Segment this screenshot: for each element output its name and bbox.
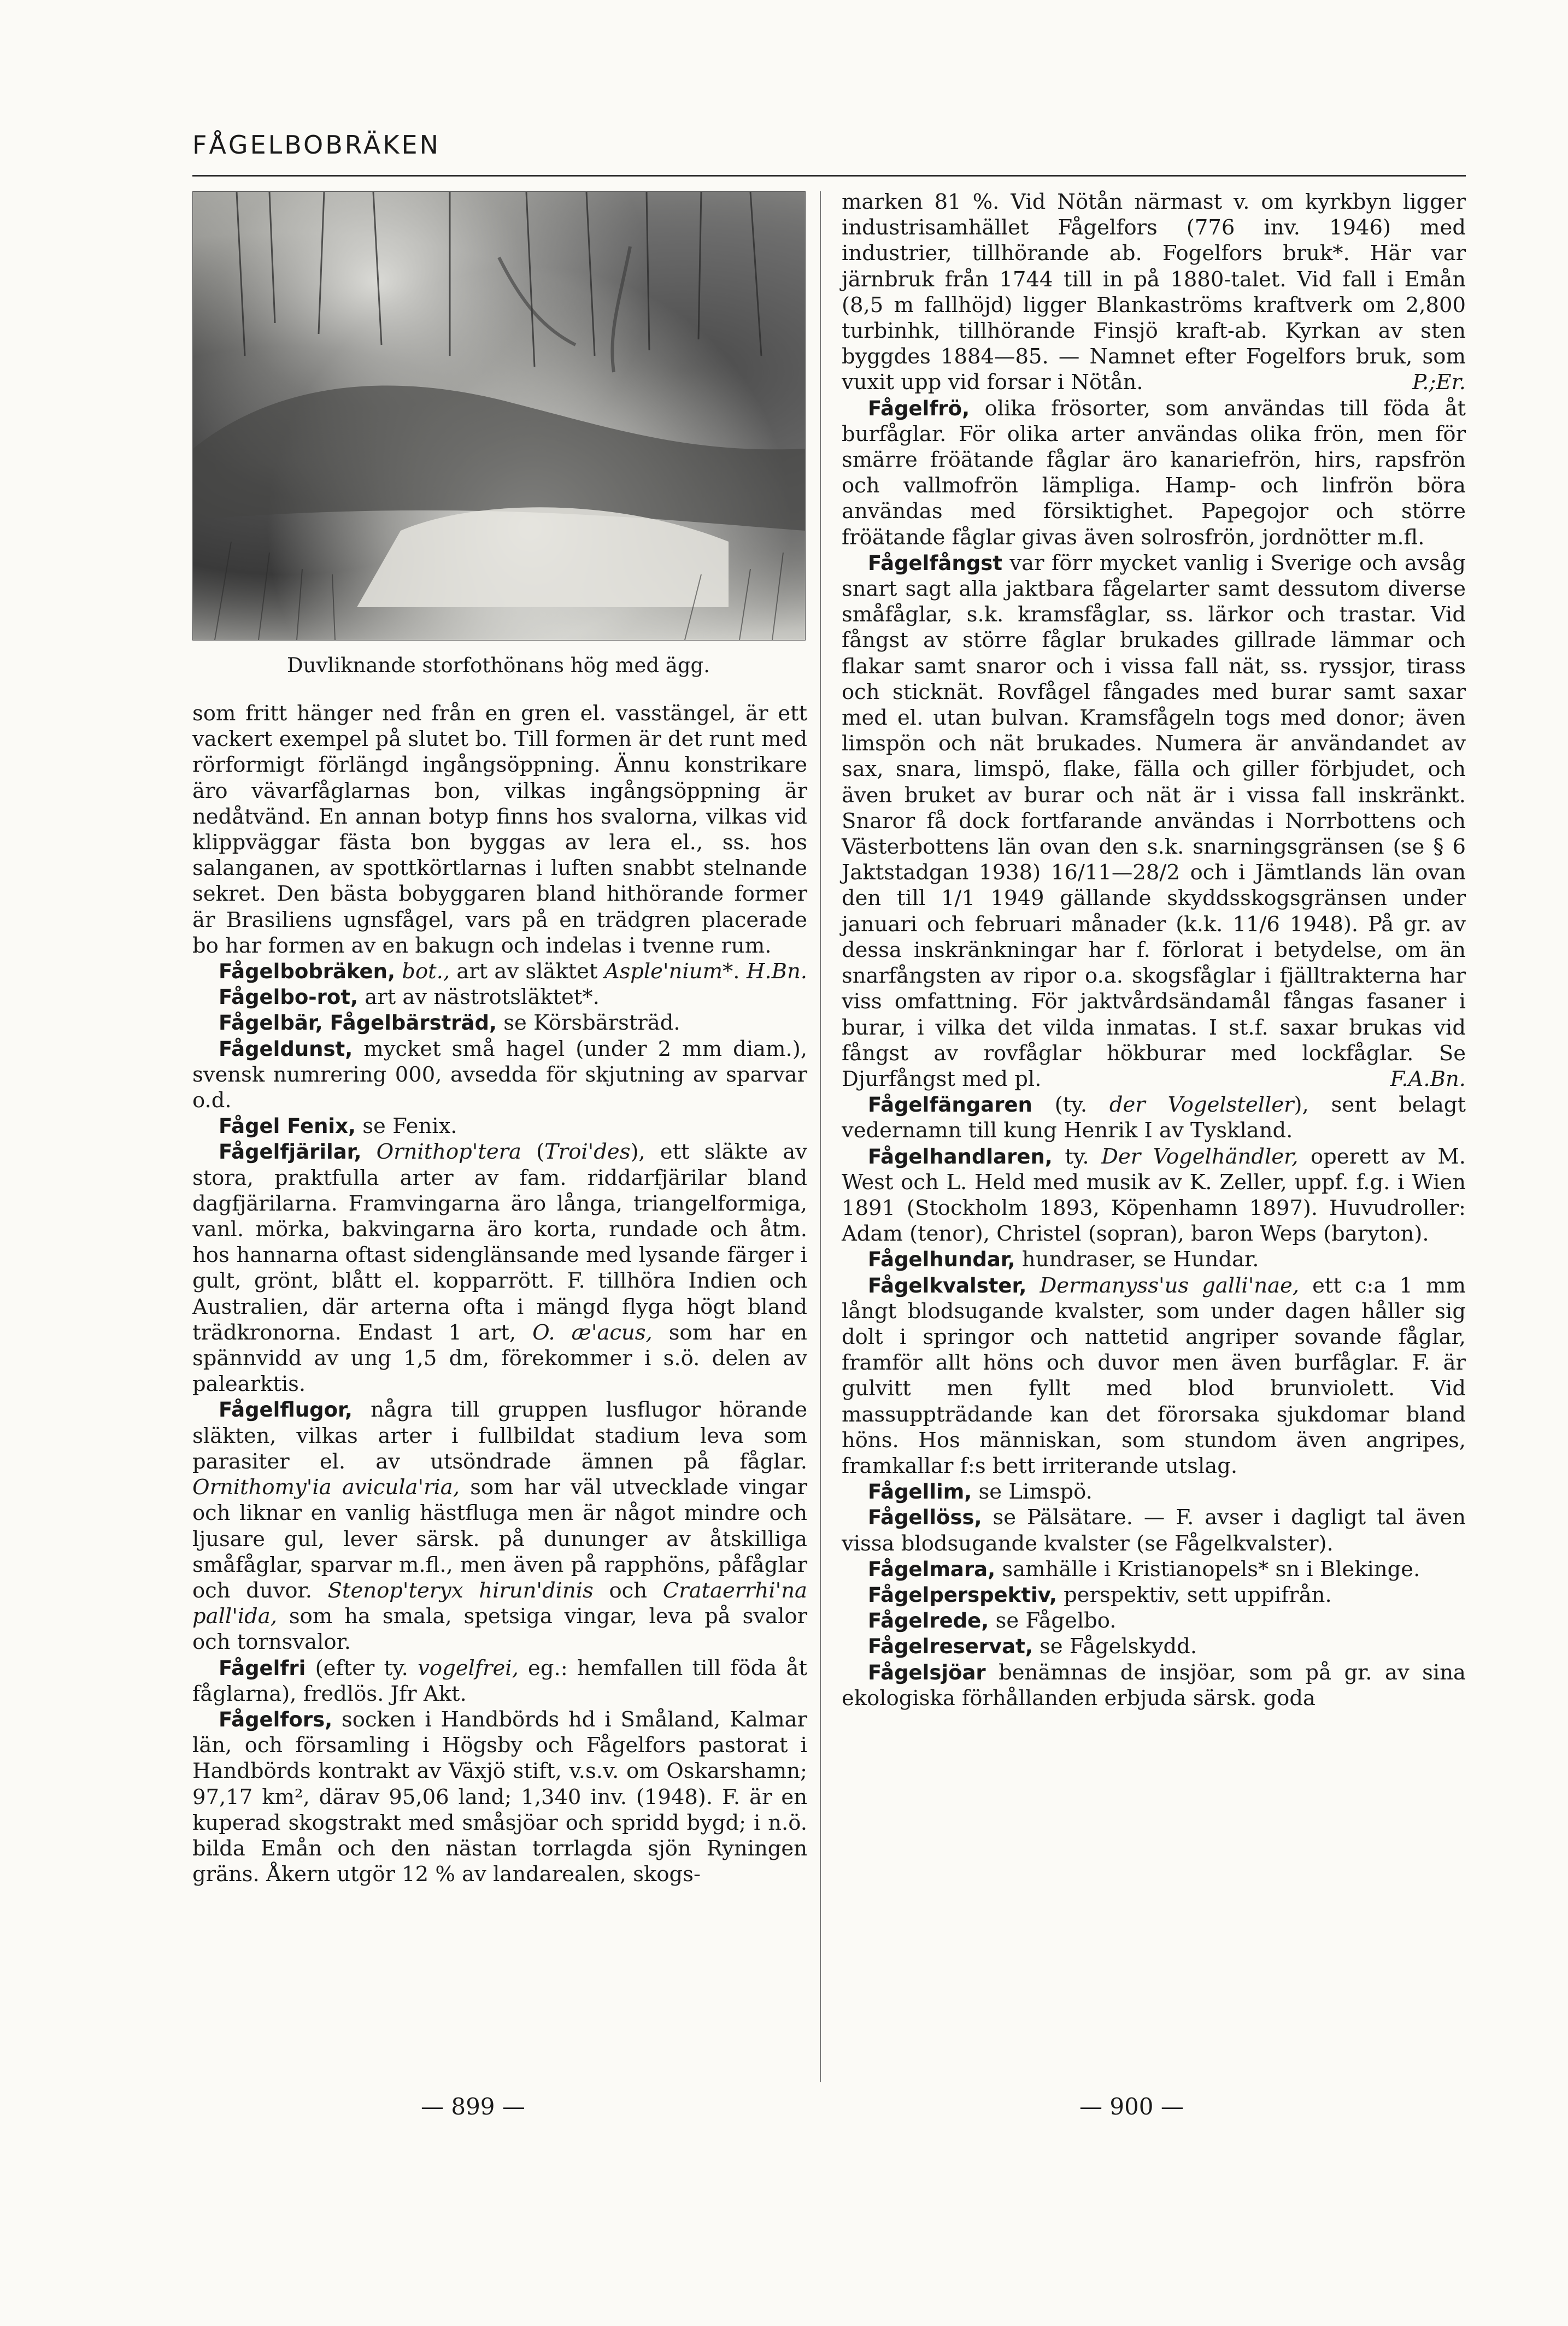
entry-fagelfro (842, 396, 1466, 550)
page-number-left: — 899 — (421, 2093, 525, 2120)
photo-caption: Duvliknande storfothönans hög med ägg. (287, 654, 710, 677)
entry-fagelflugor (192, 1397, 807, 1655)
author-signature: P.;Er. (1412, 370, 1466, 395)
entry-lemma: Fågel Fenix, (219, 1114, 356, 1138)
entry-text: operett av M. West och L. Held med musik av K. Zeller, uppf. f.g. i Wien 1891 (Stockholm 1893, Köpenhamn 1897). Huvudroller: Adam (tenor), Christel (sopran), baron Weps (baryton). (842, 1144, 1466, 1247)
entry-fagelhandlaren (842, 1144, 1466, 1247)
entry-text: se Fågelskydd. (1032, 1634, 1197, 1659)
entry-scientific-name: Stenop'teryx hirun'dinis (327, 1578, 594, 1603)
entry-text: ett c:a 1 mm långt blodsugande kvalster, som under dagen håller sig dolt i springor och nattetid angriper sovande fåglar, framför allt höns och duvor men även burfåglar. F. är gulvitt men fyllt med blod brunviolett. Vid massuppträdande kan det förorsaka sjukdomar bland höns. Hos människan, som stundom även angripes, framkallar f:s bett irriterande utslag. (842, 1273, 1466, 1478)
entry-fagelmara (842, 1556, 1466, 1582)
entry-text: ), ett släkte av stora, praktfulla arter av fam. riddarfjärilar bland dagfjärilarna. Framvingarna äro långa, triangelformiga, vanl. mörka, bakvingarna äro korta, rundade och åtm. hos hannarna oftast sidenglänsande med lysande färger i gult, grönt, blått el. kopparrött. F. tillhöra Indien och Australien, där arterna ofta i mängd flyga högt bland trädkronorna. Endast 1 art, (192, 1139, 808, 1345)
entry-text: se Fenix. (356, 1114, 457, 1139)
entry-lemma: Fågelbo-rot, (219, 985, 359, 1009)
entry-fagelfri (192, 1655, 807, 1707)
entry-scientific-name: Crataerrhi'na pall'ida, (192, 1578, 807, 1629)
entry-foreign-term: vogelfrei, (418, 1655, 519, 1681)
entry-lemma: Fågellöss, (868, 1506, 982, 1530)
entry-lemma: Fågelfjärilar, (219, 1140, 362, 1164)
author-signature: H.Bn. (746, 959, 807, 984)
entry-scientific-name: O. æ'acus, (532, 1320, 653, 1345)
entry-text: socken i Handbörds hd i Småland, Kalmar län, och församling i Högsby och Fågelfors pastorat i Handbörds kontrakt av Växjö stift, v.s.v. om Oskarshamn; 97,17 km², därav 95,06 land; 1,340 inv. (1948). F. är en kuperad skogstrakt med småsjöar och spridd bygd; i n.ö. bilda Emån och den nästan torrlagda sjön Ryningen gräns. Åkern utgör 12 % av landarealen, skogs- (192, 1707, 807, 1887)
entry-text: som har väl utvecklade vingar och liknar en vanlig hästfluga men är något mindre och ljusare gul, lever särsk. på dununger av åtskilliga småfåglar, sparvar m.fl., men även på rapphöns, påfåglar och duvor. (192, 1475, 807, 1603)
entry-scientific-name: Dermanyss'us galli'nae, (1040, 1273, 1300, 1298)
entry-lemma: Fågelflugor, (219, 1398, 353, 1422)
entry-text: som har en spännvidd av ung 1,5 dm, förekommer i s.ö. delen av palearktis. (192, 1320, 807, 1397)
entry-text: samhälle i Kristianopels* sn i Blekinge. (995, 1556, 1420, 1582)
entry-fagelhundar (842, 1247, 1466, 1272)
entry-fagelloss (842, 1505, 1466, 1556)
entry-fagelperspektiv (842, 1582, 1466, 1608)
entry-text: eg.: hemfallen till föda åt fåglarna), fredlös. Jfr Akt. (192, 1655, 807, 1706)
entry-fagelfangst (842, 550, 1466, 1092)
entry-lemma: Fågelsjöar (868, 1660, 986, 1684)
entry-scientific-name: Ornithomy'ia avicula'ria, (192, 1475, 460, 1500)
entry-fagel-fenix (192, 1113, 807, 1139)
entry-lemma: Fågelreservat, (868, 1635, 1033, 1659)
entry-text: se Limspö. (972, 1479, 1093, 1505)
entry-lemma: Fågelfrö, (868, 396, 970, 420)
entry-text: hundraser, se Hundar. (1015, 1247, 1259, 1272)
entry-lemma: Fågelfri (219, 1656, 306, 1680)
entry-text: marken 81 %. Vid Nötån närmast v. om kyrkbyn ligger industrisamhället Fågelfors (776 inv. 1946) med industrier, tillhörande ab. Fogelfors bruk*. Här var järnbruk från 1744 till in på 1880-talet. Vid fall i Emån (8,5 m fallhöjd) ligger Blankaströms kraftverk om 2,800 turbinhk, tillhörande Finsjö kraft-ab. Kyrkan av sten byggdes 1884—85. — Namnet efter Fogelfors bruk, som vuxit upp vid forsar i Nötån. (842, 190, 1466, 395)
entry-scientific-name: Ornithop'tera (376, 1139, 521, 1165)
entry-lemma: Fågelhundar, (868, 1248, 1015, 1272)
entry-fagelfangaren (842, 1092, 1466, 1143)
page-number-right: — 900 — (1079, 2093, 1184, 2120)
entry-text: art av nästrotsläktet*. (358, 985, 600, 1010)
entry-text: (ty. (1032, 1092, 1109, 1118)
column-divider (820, 191, 821, 2082)
entry-lemma: Fågelfängaren (868, 1093, 1032, 1117)
entry-text: perspektiv, sett uppifrån. (1056, 1582, 1332, 1607)
entry-text: se Pälsätare. — F. avser i dagligt tal även vissa blodsugande kvalster (se Fågelkvalster). (842, 1505, 1466, 1556)
entry-lemma: Fågelhandlaren, (868, 1144, 1053, 1168)
entry-abbr: bot., (402, 959, 450, 984)
author-signature: F.A.Bn. (1390, 1066, 1466, 1091)
entry-text: mycket små hagel (under 2 mm diam.), svensk numrering 000, avsedda för skjutning av sparvar o.d. (192, 1036, 807, 1113)
entry-lemma: Fågelbobräken, (219, 960, 396, 984)
entry-fagellim (842, 1479, 1466, 1505)
entry-fagelbo-rot (192, 984, 807, 1010)
entry-text: som fritt hänger ned från en gren el. vasstängel, är ett vackert exempel på slutet bo. Till formen är det runt med rörformigt förlängd ingångsöppning. Ännu konstrikare äro vävarfåglarnas bon, vilkas ingångsöppning är nedåtvänd. En annan botyp finns hos svalorna, vilkas vid klippväggar fästa bon byggas av lera el., ss. hos salanganen, av spottkörtlarnas i luften snabbt stelnande sekret. Den bästa bobyggaren bland hithörande former är Brasiliens ugnsfågel, vars på en trädgren placerade bo har formen av en bakugn och indelas i tvenne rum. (192, 701, 807, 958)
entry-text: ty. (1052, 1144, 1102, 1169)
running-head: FÅGELBOBRÄKEN (192, 130, 441, 160)
entry-text: . (733, 959, 740, 984)
entry-fagelfors (192, 1707, 807, 1887)
entry-lemma: Fågelkvalster, (868, 1273, 1027, 1297)
entry-lemma: Fågelfångst (868, 551, 1002, 575)
photo-mound-nest (192, 191, 806, 641)
entry-fagelsjoar (842, 1660, 1466, 1711)
entry-genus: Asple'nium* (604, 959, 733, 984)
entry-text: ( (521, 1139, 545, 1165)
entry-lemma: Fågelbär, Fågelbärsträd, (219, 1011, 497, 1035)
entry-text: se Körsbärsträd. (497, 1011, 680, 1036)
entry-scientific-name: Troi'des (544, 1139, 631, 1165)
entry-lemma: Fågelfors, (219, 1707, 333, 1731)
entry-text: art av släktet (450, 959, 604, 984)
photo-illustration (193, 192, 805, 640)
entry-fagelbar (192, 1010, 807, 1036)
entry-text: (efter ty. (306, 1655, 418, 1681)
entry-fagelkvalster (842, 1273, 1466, 1479)
entry-text: några till gruppen lusflugor hörande släkten, vilkas arter i fullbildat stadium leva som parasiter el. av utsöndrade ämnen på fåglar. (192, 1397, 807, 1474)
entry-text: olika frösorter, som användas till föda åt burfåglar. För olika arter användas olika frön, men för smärre fröätande fåglar äro kanariefrön, hirs, rapsfrön och vallmofrön lämpliga. Hamp- och linfrön böra användas med försiktighet. Papegojor och större fröätande fåglar givas även solrosfrön, jordnötter m.fl. (842, 396, 1466, 550)
entry-text: benämnas de insjöar, som på gr. av sina ekologiska förhållanden erbjuda särsk. goda (842, 1660, 1466, 1711)
entry-fagelfjarilar (192, 1139, 807, 1397)
entry-text: se Fågelbo. (989, 1608, 1117, 1634)
left-column (192, 701, 807, 1887)
entry-continuation (842, 189, 1466, 396)
entry-text: var förr mycket vanlig i Sverige och avsåg snart sagt alla jaktbara fågelarter samt dessutom diverse småfåglar, s.k. kramsfåglar, ss. lärkor och trastar. Vid fångst av större fåglar brukades gillrade lämmar och flakar samt snaror och i vissa fall nät, ss. ryssjor, tirass och sticknät. Rovfågel fångades med burar samt saxar med el. utan bulvan. Kramsfågeln togs med donor; även limspön och nät brukades. Numera är användandet av sax, snara, limspö, flake, fälla och giller förbjudet, och även bruket av burar och nät är i vissa fall inskränkt. Snaror få dock fortfarande användas i Norrbottens och Västerbottens län ovan den s.k. snarningsgränsen (se § 6 Jaktstadgan 1938) 16/11—28/2 och i Jämtlands län ovan den till 1/1 1949 gällande skyddsskogsgränsen under januari och februari månader (k.k. 11/6 1948). På gr. av dessa inskränkningar har f. förlorat i betydelse, om än snarfångsten av ripor o.a. skogsfåglar i fjälltrakterna har viss omfattning. För jaktvårdsändamål fångas fasaner i burar, i vilka det vilda inmatas. I st.f. saxar brukas vid fångst av rovfåglar hökburar med lockfåglar. Se Djurfångst med pl. (842, 550, 1466, 1091)
entry-foreign-term: der Vogelsteller (1109, 1092, 1294, 1118)
entry-text: ), sent belagt vedernamn till kung Henrik I av Tyskland. (842, 1092, 1466, 1143)
entry-lemma: Fågelperspektiv, (868, 1583, 1057, 1607)
entry-lemma: Fågeldunst, (219, 1037, 353, 1061)
entry-fagelbobraken (192, 959, 807, 984)
right-column (842, 189, 1466, 1711)
entry-lemma: Fågelmara, (868, 1557, 996, 1581)
entry-foreign-term: Der Vogelhändler, (1101, 1144, 1299, 1169)
entry-fagelrede (842, 1608, 1466, 1634)
header-rule (192, 175, 1466, 177)
entry-text: och (593, 1578, 663, 1603)
entry-text: som ha smala, spetsiga vingar, leva på svalor och tornsvalor. (192, 1604, 807, 1655)
entry-lemma: Fågelrede, (868, 1609, 989, 1633)
entry-lemma: Fågellim, (868, 1480, 972, 1504)
entry-fageldunst (192, 1036, 807, 1114)
entry-fagelreservat (842, 1634, 1466, 1659)
